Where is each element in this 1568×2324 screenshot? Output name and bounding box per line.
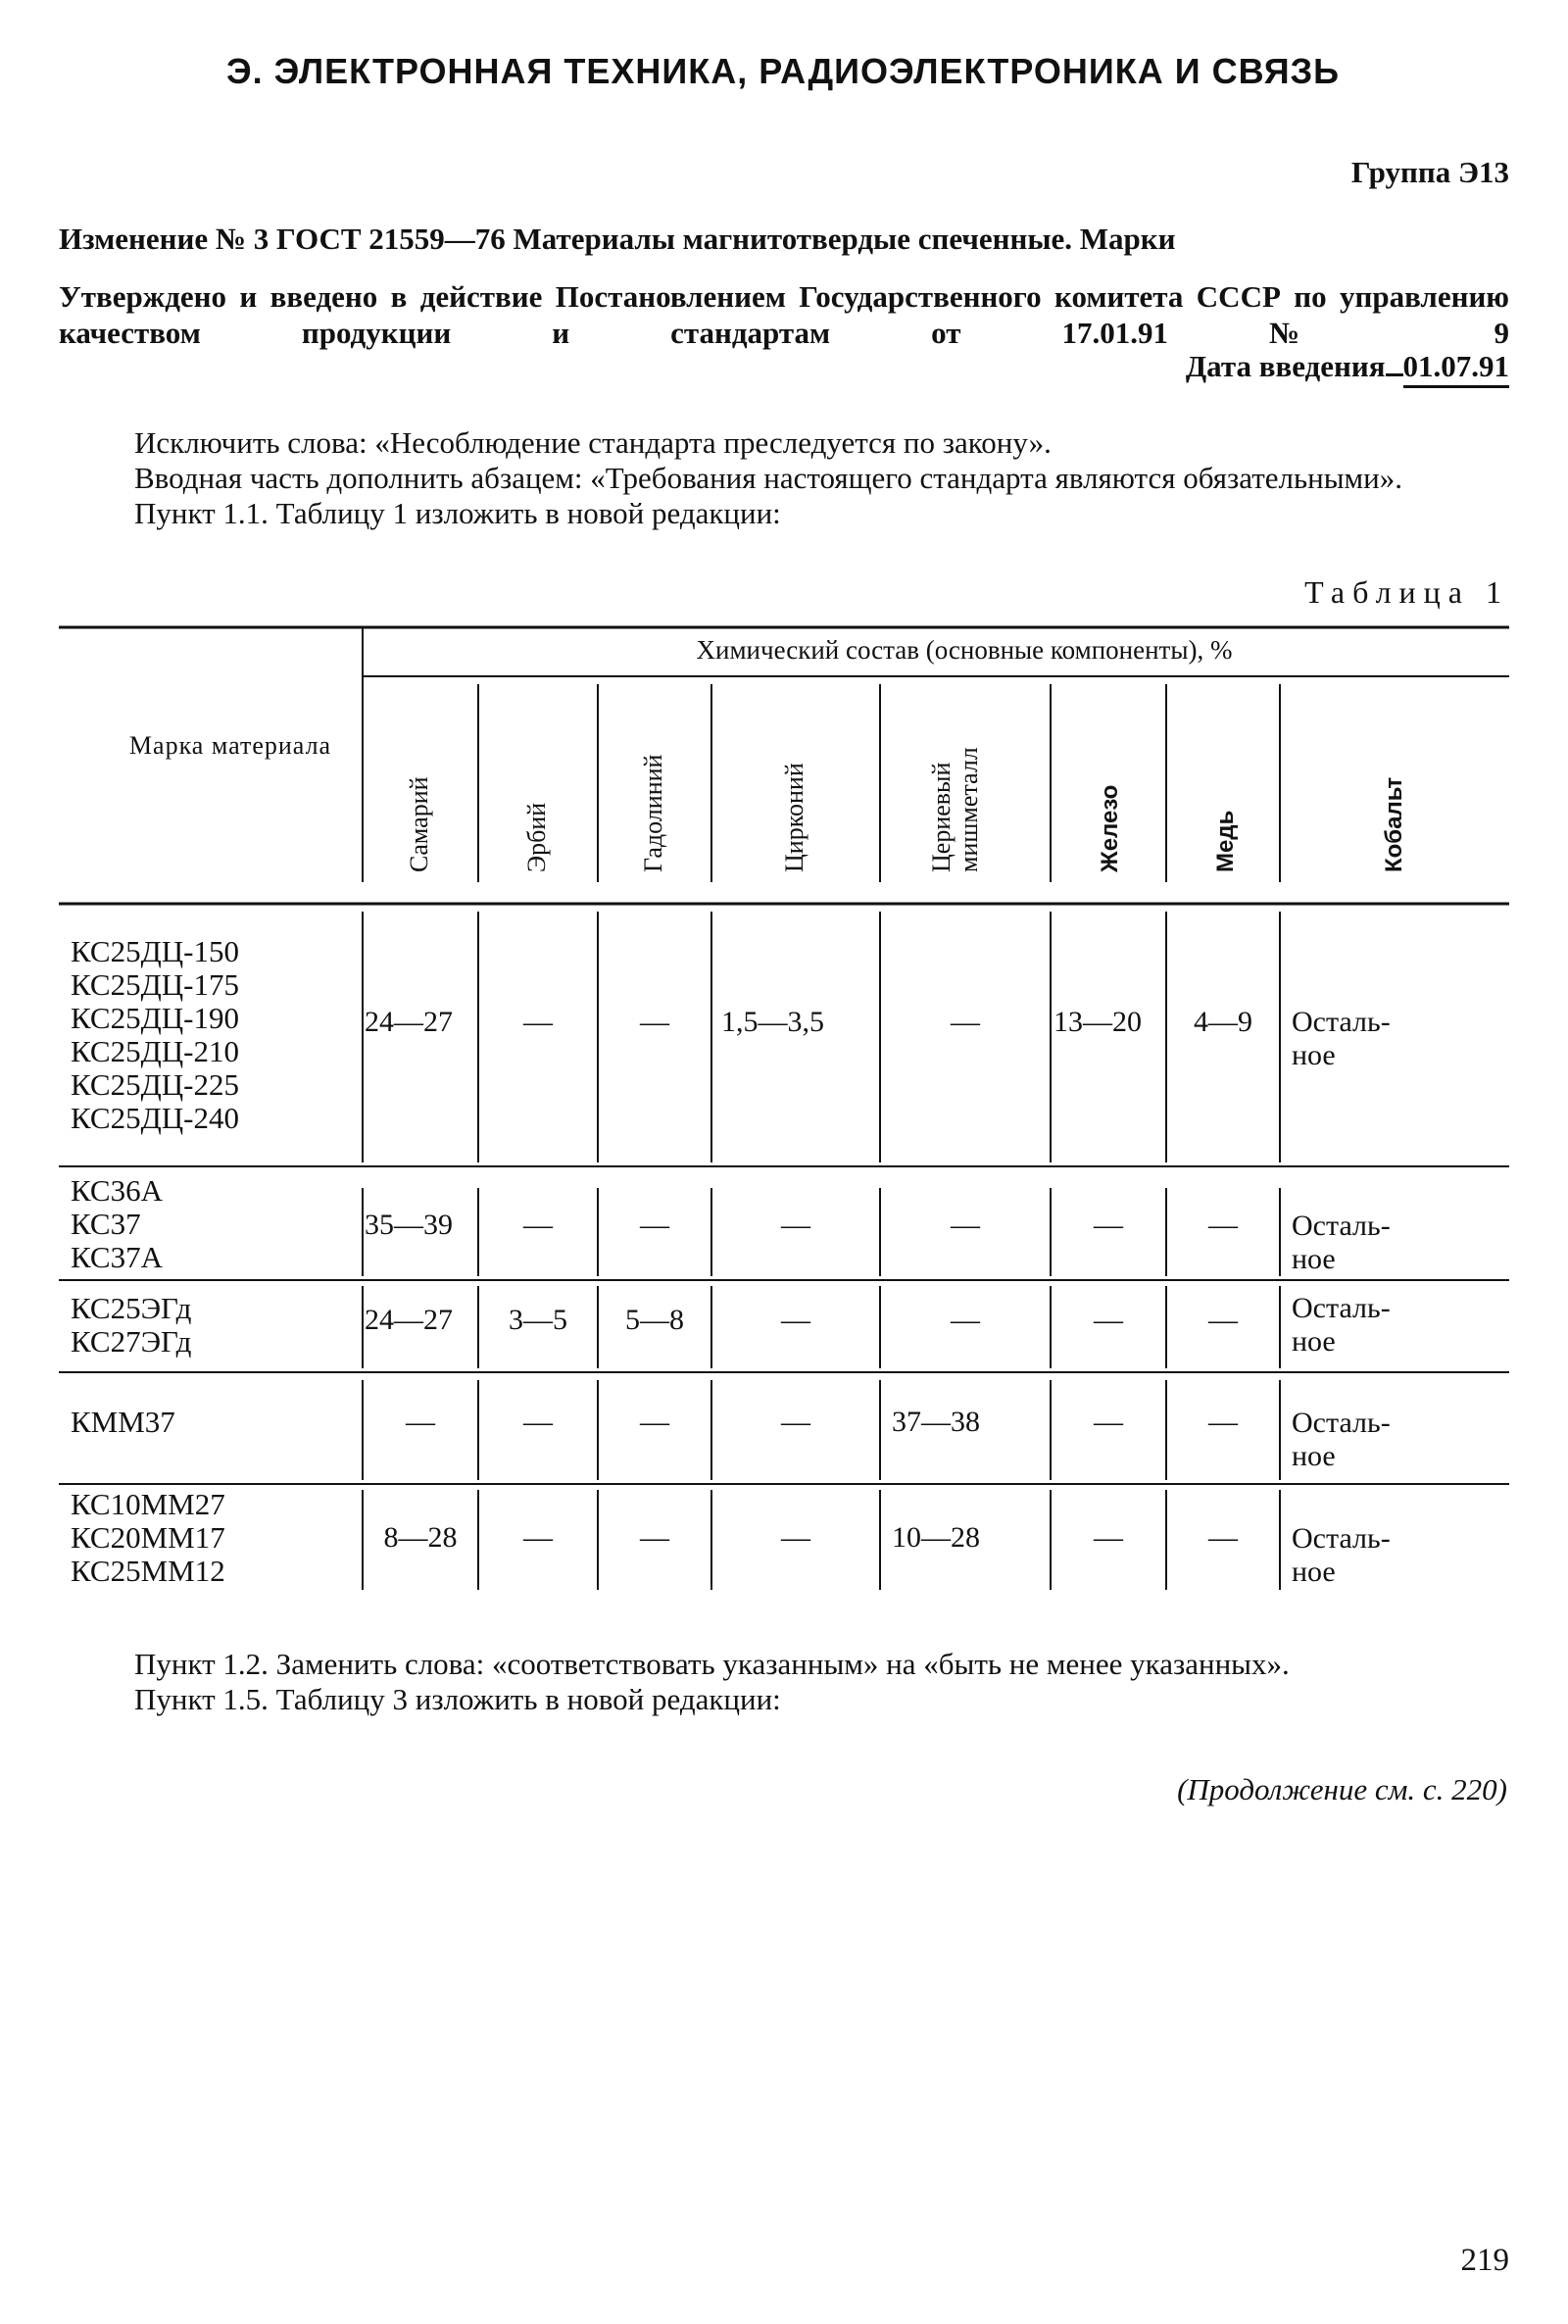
cell-copper: —: [1208, 1521, 1238, 1554]
cell-samarium: 24—27: [365, 1006, 453, 1038]
paragraph: Пункт 1.2. Заменить слова: «соответствовать указанным» на «быть не менее указанных».: [134, 1647, 1290, 1681]
cell-erbium: —: [523, 1209, 553, 1241]
cell-zirconium: 1,5—3,5: [721, 1006, 824, 1038]
cell-zirconium: —: [781, 1521, 810, 1554]
cell-iron: —: [1094, 1209, 1123, 1241]
paragraph: Пункт 1.1. Таблицу 1 изложить в новой редакции:: [134, 496, 781, 530]
effective-date: [1186, 349, 1509, 384]
cell-erbium: —: [523, 1006, 553, 1038]
amendment-title: Изменение № 3 ГОСТ 21559—76 Материалы магнитотвердые спеченные. Марки: [59, 222, 1176, 256]
col-header-samarium: Самарий: [405, 776, 433, 872]
row-brands: КС36А КС37 КС37А: [71, 1173, 163, 1274]
cell-copper: —: [1208, 1304, 1238, 1336]
col-header-copper: Медь: [1212, 810, 1239, 872]
cell-samarium: 24—27: [365, 1304, 453, 1336]
cell-gadolinium: —: [640, 1006, 669, 1038]
col-header-cerium-mischmetal-2: мишметалл: [955, 747, 983, 872]
cell-iron: 13—20: [1054, 1006, 1142, 1038]
composition-table: [59, 625, 1509, 1596]
row-brands: КММ37: [71, 1405, 175, 1439]
cell-cobalt: Осталь- ное: [1292, 1522, 1391, 1588]
col-header-erbium: Эрбий: [522, 802, 551, 872]
cell-gadolinium: —: [640, 1209, 669, 1241]
row-brands: КС25ДЦ-150 КС25ДЦ-175 КС25ДЦ-190 КС25ДЦ-210 КС25ДЦ-225 КС25ДЦ-240: [71, 934, 239, 1135]
cell-erbium: —: [523, 1521, 553, 1554]
cell-samarium: 8—28: [383, 1521, 458, 1554]
table-caption: Таблица 1: [1304, 574, 1509, 610]
paragraph: Вводная часть дополнить абзацем: «Требования настоящего стандарта являются обязательными».: [134, 461, 1402, 495]
col-header-zirconium: Цирконий: [780, 763, 808, 872]
cell-iron: —: [1094, 1304, 1123, 1336]
continuation-note: (Продолжение см. с. 220): [1177, 1772, 1507, 1806]
cell-mischmetal: —: [951, 1304, 980, 1336]
cell-zirconium: —: [781, 1304, 810, 1336]
row-brands: КС25ЭГд КС27ЭГд: [71, 1291, 192, 1359]
col-header-iron: Железо: [1097, 784, 1123, 872]
page-number: 219: [1460, 2243, 1509, 2278]
cell-zirconium: —: [781, 1209, 810, 1241]
cell-copper: —: [1208, 1406, 1238, 1438]
cell-iron: —: [1094, 1406, 1123, 1438]
cell-erbium: —: [523, 1406, 553, 1438]
cell-mischmetal: 10—28: [892, 1521, 980, 1554]
cell-iron: —: [1094, 1521, 1123, 1554]
cell-gadolinium: 5—8: [625, 1304, 684, 1336]
brand-header: Марка материала: [128, 731, 332, 760]
col-header-cobalt: Кобальт: [1381, 776, 1407, 872]
approval-text: Утверждено и введено в действие Постановлением Государственного комитета СССР по управлению качеством продукции и стандартам от 17.01.91 № 9: [59, 279, 1509, 350]
group-label: Группа Э13: [1350, 155, 1509, 189]
cell-samarium: 35—39: [365, 1209, 453, 1241]
cell-cobalt: Осталь- ное: [1292, 1407, 1391, 1472]
section-header: Э. ЭЛЕКТРОННАЯ ТЕХНИКА, РАДИОЭЛЕКТРОНИКА И СВЯЗЬ: [226, 51, 1340, 91]
row-brands: КС10ММ27 КС20ММ17 КС25ММ12: [71, 1487, 225, 1588]
cell-copper: 4—9: [1194, 1006, 1252, 1038]
cell-cobalt: Осталь- ное: [1292, 1292, 1391, 1358]
cell-gadolinium: —: [640, 1406, 669, 1438]
cell-copper: —: [1208, 1209, 1238, 1241]
col-header-cerium-mischmetal-1: Цериевый: [927, 762, 956, 872]
cell-mischmetal: —: [951, 1209, 980, 1241]
cell-zirconium: —: [781, 1406, 810, 1438]
cell-gadolinium: —: [640, 1521, 669, 1554]
paragraph: Пункт 1.5. Таблицу 3 изложить в новой редакции:: [134, 1682, 781, 1716]
cell-mischmetal: 37—38: [892, 1406, 980, 1438]
paragraph: Исключить слова: «Несоблюдение стандарта преследуется по закону».: [134, 425, 1052, 460]
closing-paragraphs: [59, 1647, 1509, 1717]
cell-cobalt: Осталь- ное: [1292, 1006, 1391, 1071]
effective-date-label: Дата введения: [1185, 349, 1386, 383]
cell-cobalt: Осталь- ное: [1292, 1210, 1391, 1275]
composition-header: Химический состав (основные компоненты), %: [696, 635, 1233, 665]
cell-mischmetal: —: [951, 1006, 980, 1038]
cell-samarium: —: [406, 1406, 435, 1438]
intro-paragraphs: [59, 425, 1509, 531]
col-header-gadolinium: Гадолиний: [639, 754, 667, 872]
effective-date-value: 01.07.91: [1403, 349, 1510, 388]
cell-erbium: 3—5: [509, 1304, 567, 1336]
